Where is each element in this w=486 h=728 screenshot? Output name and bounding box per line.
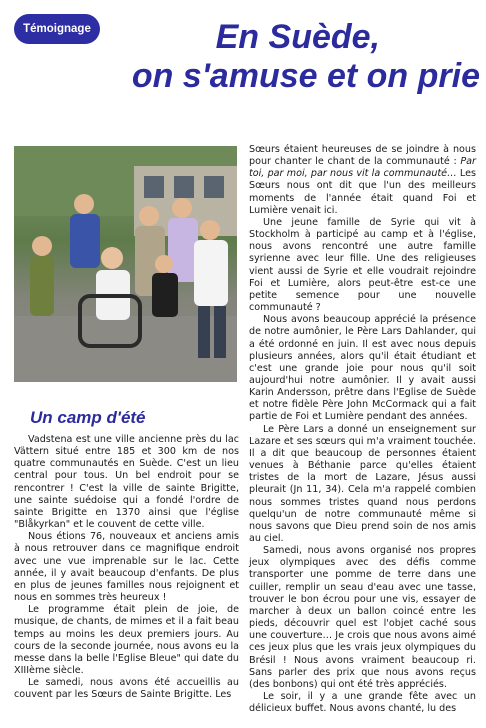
paragraph-text: Les Sœurs nous ont dit que l'un des meilleurs moments de l'année était quand Foi et Lumière venait ici. — [249, 168, 476, 216]
song-title: Par toi, par moi, par nous vit la communauté… — [249, 156, 476, 180]
section-heading: Un camp d'été — [30, 408, 146, 427]
paragraph: Vadstena est une ville ancienne près du lac Vättern situé entre 185 et 300 km de nos quatre communautés en Suède. C'est un lieu central pour tous. Un bel endroit pour se rencontrer ! C'est la ville de sainte Brigitte, une sainte suédoise qui a fondé l'ordre de sainte Brigitte en 1370 ainsi que l'église "Blåkyrkan" et le couvent de cette ville. — [14, 434, 239, 531]
section-badge: Témoignage — [14, 14, 100, 44]
group-photo — [14, 146, 237, 382]
left-column — [14, 434, 239, 701]
right-column — [249, 144, 476, 715]
paragraph — [249, 144, 476, 217]
paragraph: Nous étions 76, nouveaux et anciens amis à nous retrouver dans ce magnifique endroit avec une vue imprenable sur le lac. Cette année, il y avait beaucoup d'enfants. De plus en plus de jeunes familles nous rejoignent et nous en sommes très heureux ! — [14, 531, 239, 604]
article-title — [110, 18, 480, 96]
title-line-2: on s'amuse et on prie — [131, 57, 480, 96]
paragraph: Le Père Lars a donné un enseignement sur Lazare et ses sœurs qui m'a vraiment touchée. Il a dit que beaucoup de personnes étaient venues à Béthanie parce qu'elles étaient tristes de la mort de Lazare, Jésus aussi pleurait (Jn 11, 34). Cela m'a rappelé combien nous sommes tristes quand nous perdons quelqu'un de notre communauté même si nous savons que Dieu prend soin de nos amis au ciel. — [249, 423, 476, 544]
paragraph-text: Sœurs étaient heureuses de se joindre à nous pour chanter le chant de la communauté : — [249, 144, 476, 168]
paragraph: Le programme était plein de joie, de musique, de chants, de mimes et il a fait beau temps au moins les deux premiers jours. Au cours de la seconde journée, nous avons eu la messe dans la belle l'Eglise Bleue" qui date du XIIIème siècle. — [14, 604, 239, 676]
paragraph: Le soir, il y a une grande fête avec un délicieux buffet. Nous avons chanté, lu des — [249, 691, 476, 715]
title-line-1: En Suède, — [215, 18, 380, 56]
group-photo-illustration — [14, 146, 237, 382]
paragraph: Le samedi, nous avons été accueillis au couvent par les Sœurs de Sainte Brigitte. Les — [14, 677, 239, 701]
paragraph: Samedi, nous avons organisé nos propres jeux olympiques avec des défis comme transporter une pomme de terre dans une cuiller, remplir un seau d'eau avec une tasse, trouver le bon écrou pour une vis, essayer de marcher à deux un ballon coincé entre les pieds, découvrir quel est l'objet caché sous une couverture… Je crois que nous avons aimé ces jeux plus que les vrais jeux olympiques du Brésil ! Nous avons vraiment beaucoup ri. Sans parler des prix que nous avons reçus (des bonbons) qui ont été très appréciés. — [249, 545, 476, 690]
paragraph: Une jeune famille de Syrie qui vit à Stockholm à participé au camp et à l'église, nous avons rencontré une autre famille syrienne avec leur fille. Une des religieuses vient aussi de Syrie et elle voudrait rejoindre Foi et Lumière, alors peut-être est-ce une petite semence pour une nouvelle communauté ? — [249, 216, 476, 314]
paragraph: Nous avons beaucoup apprécié la présence de notre aumônier, le Père Lars Dahlander, qui a été ordonné en juin. Il est avec nous depuis plusieurs années, alors qu'il était étudiant et c'est une grande joie pour nous qu'il soit aujourd'hui notre aumônier. Il y avait aussi Karin Andersson, prêtre dans l'Eglise de Suède et notre fidèle Père John McCormack qui a fait partie de Foi et Lumière pendant des années. — [249, 314, 476, 423]
